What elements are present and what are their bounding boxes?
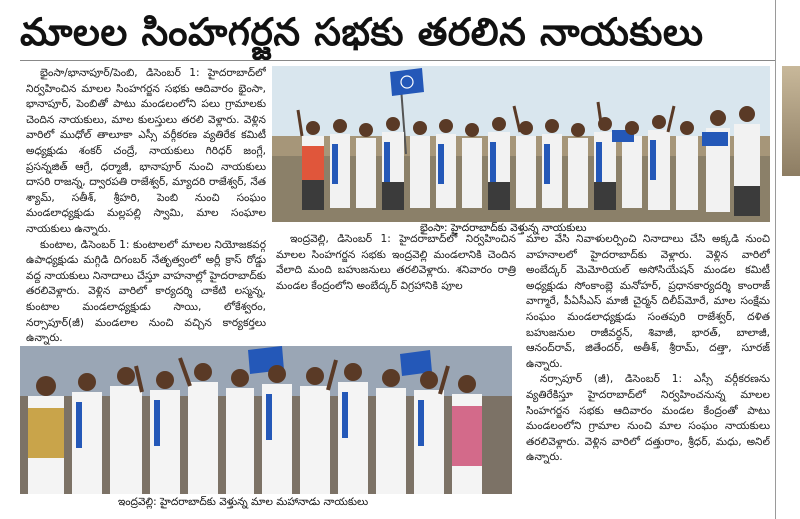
photo2-caption: ఇంద్రవెల్లి: హైదరాబాద్‌కు వెళ్తున్న మాల మహానాడు నాయకులు — [118, 496, 369, 508]
photo-indravelli-group — [20, 346, 512, 494]
crowd-illustration — [272, 66, 770, 222]
headline: మాలల సింహగర్జన సభకు తరలిన నాయకులు — [20, 10, 704, 54]
paragraph-indravelli: ఇంద్రవెల్లి, డిసెంబర్ 1: హైదరాబాద్‌లో నిర్వహించిన మాలల సింహగర్జన సభకు ఇంద్రవెల్లి మండలానికి చెందిన వేలాది మంది బహుజనులు తరలివెళ్లారు. శనివారం రాత్రి మండల కేంద్రంలోని అంబేద్కర్ విగ్రహానికి పూల — [276, 233, 516, 292]
column-divider — [775, 0, 776, 519]
article-column-1 — [26, 66, 266, 346]
paragraph-narsapur: నర్సాపూర్ (జీ), డిసెంబర్ 1: ఎస్సీ వర్గీకరణను వ్యతిరేకిస్తూ హైదరాబాద్‌లో నిర్వహించనున్న మాలల సింహగర్జన సభకు ఆదివారం మండల కేంద్రంతో పాటు మండలంలోని గ్రామాల నుంచి మాల సంఘం నాయకులు తరలివెళ్లారు. వెళ్లిన వారిలో దత్తురాం, శ్రీధర్, మధు, అనిల్ ఉన్నారు. — [526, 373, 770, 464]
headline-rule — [20, 60, 775, 61]
photo-bhainsa-group — [272, 66, 770, 222]
crowd-illustration-2 — [20, 346, 512, 494]
article-column-2 — [276, 232, 516, 344]
paragraph-kuntala: కుంటాల, డిసెంబర్ 1: కుంటాలలో మాలల నియోజకవర్గ ఉపాధ్యక్షుడు మగ్గిడి దిగంబర్ నేతృత్వంలో అర్లీ క్రాస్ రోడ్డు వద్ద నాయకులు నినాదాలు చేస్తూ వాహనాల్లో హైదరాబాద్‌కు తరలివెళ్లారు. వెళ్లిన వారిలో కార్యదర్శి చాకేటి లస్మన్న, కుంటాల మండలాధ్యక్షుడు సాయి, లోకేశ్వరం, నర్సాపూర్(జీ) మండలాల నుంచి వచ్చిన కార్యకర్తలు ఉన్నారు. — [26, 238, 266, 345]
photo1-caption: భైంసా: హైదరాబాద్‌కు వెళ్తున్న నాయకులు — [420, 222, 587, 234]
paragraph-bhainsa: భైంసా/భానాపూర్/పెంబి, డిసెంబర్ 1: హైదరాబాద్‌లో నిర్వహించిన మాలల సింహగర్జన సభకు ఆదివారం భైంసా, భానాపూర్, పెంబితో పాటు మండలంలోని పలు గ్రామాలకు చెందిన నాయకులు, మాల కులస్తులు తరలి వెళ్లారు. వెళ్లిన వారిలో ముధోల్ తాలూకా ఎస్సీ వర్గీకరణ వ్యతిరేక కమిటీ అధ్యక్షుడు శంకర్ చంద్రే, నాయకులు గిరిధర్ జంగ్లే, ప్రసన్నజిత్ ఆగ్రే, ధర్మాజీ, భానాపూర్ నుంచి నాయకులు దాసరి రాజన్న, ద్వారపతి రాజేశ్వర్, మ్యాదరి రాజేశ్వర్, నేత శ్యామ్, సతీశ్, శ్రీహరి, పెంబి నుంచి సంఘం మండలాధ్యక్షుడు మల్లపల్లి స్వామి, మాల సంఘాల నాయకులు ఉన్నారు. — [26, 67, 266, 235]
article-column-3 — [526, 232, 770, 502]
adjacent-article-photo — [782, 66, 800, 176]
paragraph-indravelli-cont: మాల వేసి నివాళులర్పించి నినాదాలు చేసి అక్కడి నుంచి వాహనాలలో హైదరాబాద్‌కు వెళ్లారు. వెళ్లిన వారిలో అంబేద్కర్ మెమోరియల్ అసోసియేషన్ మండల కమిటీ అధ్యక్షుడు సోంకాంబ్లె మనోహర్, ప్రధానకార్యదర్శి కాంరాజ్ వాగ్మారే, పీఏసీఎస్ మాజీ చైర్మన్ దిలీప్‌మోరే, మాల సంక్షేమ సంఘం మండలాధ్యక్షుడు సంతపురి రాజేశ్వర్, దళిత బహుజనుల రాజీవర్ధన్, శివాజీ, భారత్, బాలాజీ, ఆనంద్‌రావ్, జితేందర్, అతీశ్, శ్రీరామ్, దత్తా, సూరజ్ ఉన్నారు. — [526, 233, 770, 370]
